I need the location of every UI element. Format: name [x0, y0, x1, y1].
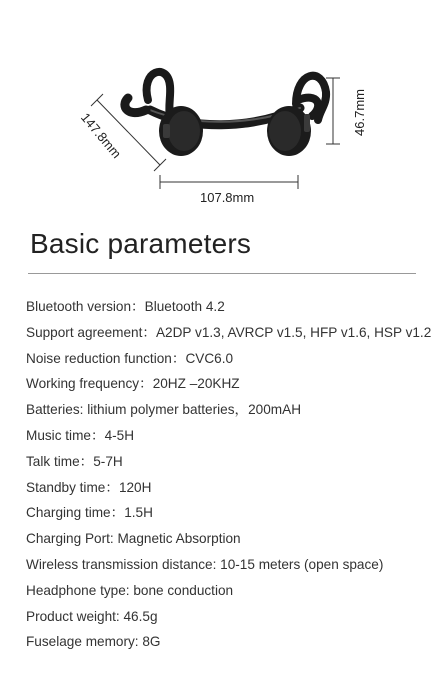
- list-item: [26, 502, 436, 528]
- param-label: Batteries:: [26, 402, 88, 418]
- param-value: 20HZ –20KHZ: [152, 376, 240, 392]
- param-label: Standby time：: [26, 479, 119, 495]
- height-dimension-label: 46.7mm: [351, 89, 367, 136]
- param-label: Wireless transmission distance:: [26, 556, 221, 572]
- param-label: Fuselage memory:: [26, 634, 143, 650]
- param-value: 46.5g: [123, 608, 158, 624]
- param-value: 8G: [142, 634, 161, 650]
- param-label: Music time：: [26, 427, 105, 443]
- param-value: A2DP v1.3, AVRCP v1.5, HFP v1.6, HSP v1.2: [155, 324, 432, 340]
- list-item: [26, 348, 436, 374]
- list-item: [26, 580, 436, 606]
- param-label: Product weight:: [26, 608, 124, 624]
- param-value: bone conduction: [133, 582, 234, 598]
- list-item: [26, 528, 436, 554]
- param-label: Support agreement：: [26, 324, 156, 340]
- param-value: CVC6.0: [185, 350, 234, 366]
- parameter-list: [26, 296, 436, 657]
- depth-dimension-label: 147.8mm: [77, 109, 125, 162]
- list-item: [26, 373, 436, 399]
- list-item: [26, 399, 436, 425]
- list-item: [26, 631, 436, 657]
- list-item: [26, 451, 436, 477]
- list-item: [26, 554, 436, 580]
- param-value: Bluetooth 4.2: [144, 299, 225, 314]
- param-value: Magnetic Absorption: [117, 531, 241, 547]
- param-value: 10-15 meters (open space): [220, 556, 384, 572]
- param-label: Talk time：: [26, 453, 94, 469]
- param-label: Charging time：: [26, 505, 125, 521]
- param-label: Bluetooth version：: [26, 299, 145, 314]
- product-image: [0, 0, 443, 215]
- param-value: 5-7H: [93, 453, 123, 469]
- param-value: 4-5H: [104, 427, 135, 443]
- param-label: Charging Port:: [26, 531, 118, 547]
- list-item: [26, 322, 436, 348]
- param-label: Working frequency：: [26, 376, 153, 392]
- list-item: [26, 606, 436, 632]
- param-label: Headphone type:: [26, 582, 134, 598]
- param-value: 120H: [118, 479, 152, 495]
- list-item: [26, 296, 436, 322]
- list-item: [26, 477, 436, 503]
- list-item: [26, 425, 436, 451]
- width-dimension-label: 107.8mm: [200, 190, 255, 205]
- param-label: Noise reduction function：: [26, 350, 186, 366]
- headphone-illustration: [0, 0, 443, 215]
- title-divider: [28, 273, 416, 274]
- param-value: lithium polymer batteries，200mAH: [87, 402, 302, 418]
- param-value: 1.5H: [124, 505, 153, 521]
- section-title: Basic parameters: [30, 228, 252, 259]
